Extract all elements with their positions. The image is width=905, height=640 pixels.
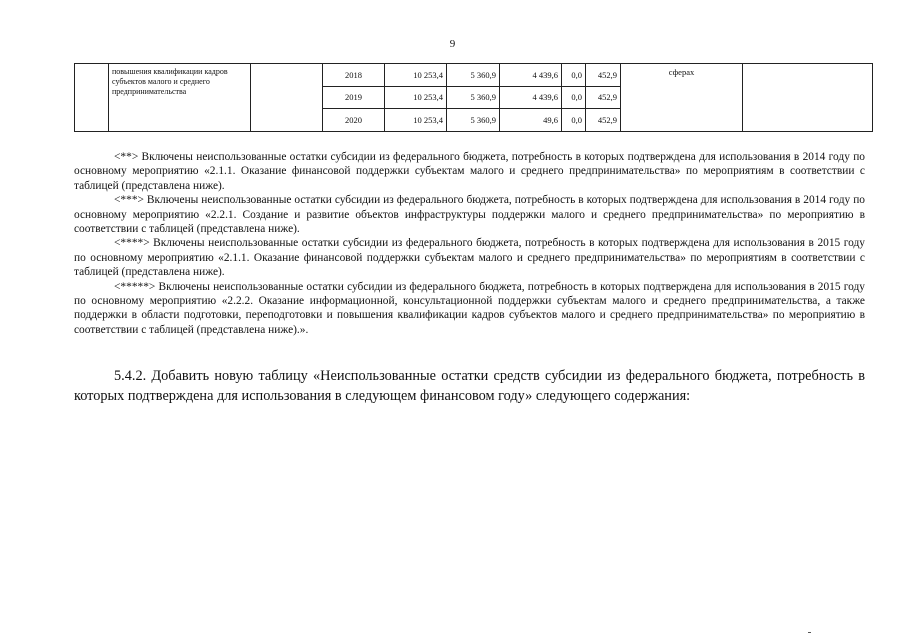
empty-cell: [251, 64, 323, 132]
value-cell: 4 439,6: [500, 64, 562, 87]
value-cell: 0,0: [562, 86, 586, 109]
value-cell: 10 253,4: [385, 86, 447, 109]
value-cell: 5 360,9: [447, 64, 500, 87]
budget-table: [74, 63, 873, 132]
footnote: <*****> Включены неиспользованные остатки субсидии из федерального бюджета, потребность в которых подтверждена для использования в 2015 году по основному мероприятию «2.2.2. Оказание информационной, консультационной поддержки субъектам малого и среднего предпринимательства, а также поддержки в области подготовки, переподготовки и повышения квалификации кадров субъектов малого и среднего предпринимательства» по мероприятию в соответствии с таблицей (представлена ниже).».: [74, 280, 865, 336]
value-cell: 5 360,9: [447, 86, 500, 109]
value-cell: 5 360,9: [447, 109, 500, 132]
footnote: <****> Включены неиспользованные остатки субсидии из федерального бюджета, потребность в которых подтверждена для использования в 2015 году по основному мероприятию «2.1.1. Оказание финансовой поддержки субъектам малого и среднего предпринимательства» по мероприятиям в соответствии с таблицей (представлена ниже).: [74, 237, 865, 279]
year-cell: 2019: [323, 86, 385, 109]
year-cell: 2018: [323, 64, 385, 87]
sphere-cell: сферах: [621, 64, 743, 132]
amendment-paragraph: 5.4.2. Добавить новую таблицу «Неиспользованные остатки средств субсидии из федерального бюджета, потребность в которых подтверждена для использования в следующем финансовом году» следующего содержания:: [74, 368, 865, 404]
footnotes: [74, 150, 865, 337]
empty-cell: [75, 64, 109, 132]
empty-cell: [743, 64, 873, 132]
footnote: <**> Включены неиспользованные остатки субсидии из федерального бюджета, потребность в которых подтверждена для использования в 2014 году по основному мероприятию «2.1.1. Оказание финансовой поддержки субъектам малого и среднего предпринимательства» по мероприятиям в соответствии с таблицей (представлена ниже).: [74, 151, 865, 192]
value-cell: 10 253,4: [385, 64, 447, 87]
value-cell: 452,9: [586, 109, 621, 132]
footnote: <***> Включены неиспользованные остатки субсидии из федерального бюджета, потребность в которых подтверждена для использования в 2014 году по основному мероприятию «2.2.1. Создание и развитие объектов инфраструктуры поддержки малого и среднего предпринимательства» по мероприятию в соответствии с таблицей (представлена ниже).: [74, 194, 865, 236]
value-cell: 0,0: [562, 109, 586, 132]
event-name-cell: повышения квалификации кадров субъектов малого и среднего предпринимательства: [109, 64, 251, 132]
value-cell: 49,6: [500, 109, 562, 132]
table-row: [75, 64, 873, 87]
value-cell: 0,0: [562, 64, 586, 87]
value-cell: 4 439,6: [500, 86, 562, 109]
scan-mark: [808, 632, 811, 633]
value-cell: 452,9: [586, 64, 621, 87]
value-cell: 452,9: [586, 86, 621, 109]
page-number: 9: [449, 38, 456, 50]
year-cell: 2020: [323, 109, 385, 132]
value-cell: 10 253,4: [385, 109, 447, 132]
